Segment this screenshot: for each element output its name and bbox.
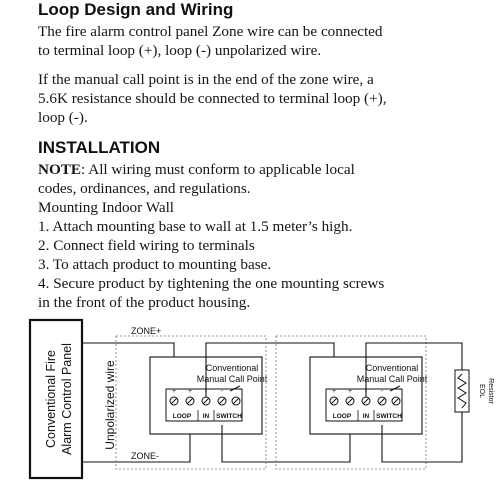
loop-design-line-1: The fire alarm control panel Zone wire can be connected xyxy=(38,23,383,40)
device-2-line-1: Conventional xyxy=(365,363,419,373)
note-label: NOTE xyxy=(38,161,82,178)
step-1: 1. Attach mounting base to wall at 1.5 meter’s high. xyxy=(38,218,353,235)
panel-label-line-1: Conventional Fire xyxy=(44,350,58,448)
device-2-sign-3: - xyxy=(364,388,368,395)
step-3: 3. To attach product to mounting base. xyxy=(38,256,272,273)
installation-heading: INSTALLATION xyxy=(38,138,161,157)
device-1-sign-3: - xyxy=(204,388,208,395)
device-2-in-label: IN xyxy=(362,413,370,420)
eol-label-line-1: EOL xyxy=(478,383,485,399)
step-4-continued: in the front of the product housing. xyxy=(38,294,251,311)
device-1-sign-4: - xyxy=(220,388,224,395)
resistance-line-2: 5.6K resistance should be connected to terminal loop (+), xyxy=(38,90,387,107)
device-2-line-2: Manual Call Point xyxy=(356,374,428,384)
device-1-loop-label: LOOP xyxy=(172,413,192,420)
loop-design-line-2: to terminal loop (+), loop (-) unpolarized wire. xyxy=(38,42,322,59)
mounting-title: Mounting Indoor Wall xyxy=(38,199,175,216)
device-1-in-label: IN xyxy=(202,413,210,420)
step-4: 4. Secure product by tightening the one mounting screws xyxy=(38,275,385,292)
device-2-sign-2: + xyxy=(347,388,353,395)
note-line-2: codes, ordinances, and regulations. xyxy=(38,180,251,197)
zone-plus-label: ZONE+ xyxy=(131,326,162,336)
device-1-sign-2: + xyxy=(187,388,193,395)
device-1-switch-label: SWITCH xyxy=(216,413,242,420)
zone-minus-label: ZONE- xyxy=(131,451,159,461)
wire-label: Unpolarized wire xyxy=(103,360,117,450)
device-1-line-1: Conventional xyxy=(205,363,259,373)
device-1-sign-1: + xyxy=(171,388,177,395)
device-2-switch-label: SWITCH xyxy=(376,413,402,420)
device-2-sign-1: + xyxy=(331,388,337,395)
loop-design-heading: Loop Design and Wiring xyxy=(38,0,234,19)
resistance-line-1: If the manual call point is in the end of the zone wire, a xyxy=(38,71,374,88)
device-2-loop-label: LOOP xyxy=(332,413,352,420)
panel-label-line-2: Alarm Control Panel xyxy=(60,343,74,455)
device-2-sign-4: - xyxy=(380,388,384,395)
note-text: : All wiring must conform to applicable local xyxy=(81,161,355,178)
step-2: 2. Connect field wiring to terminals xyxy=(38,237,255,254)
resistance-line-3: loop (-). xyxy=(38,109,88,126)
eol-label-line-2: Resistor xyxy=(487,378,494,404)
device-1-line-2: Manual Call Point xyxy=(196,374,268,384)
